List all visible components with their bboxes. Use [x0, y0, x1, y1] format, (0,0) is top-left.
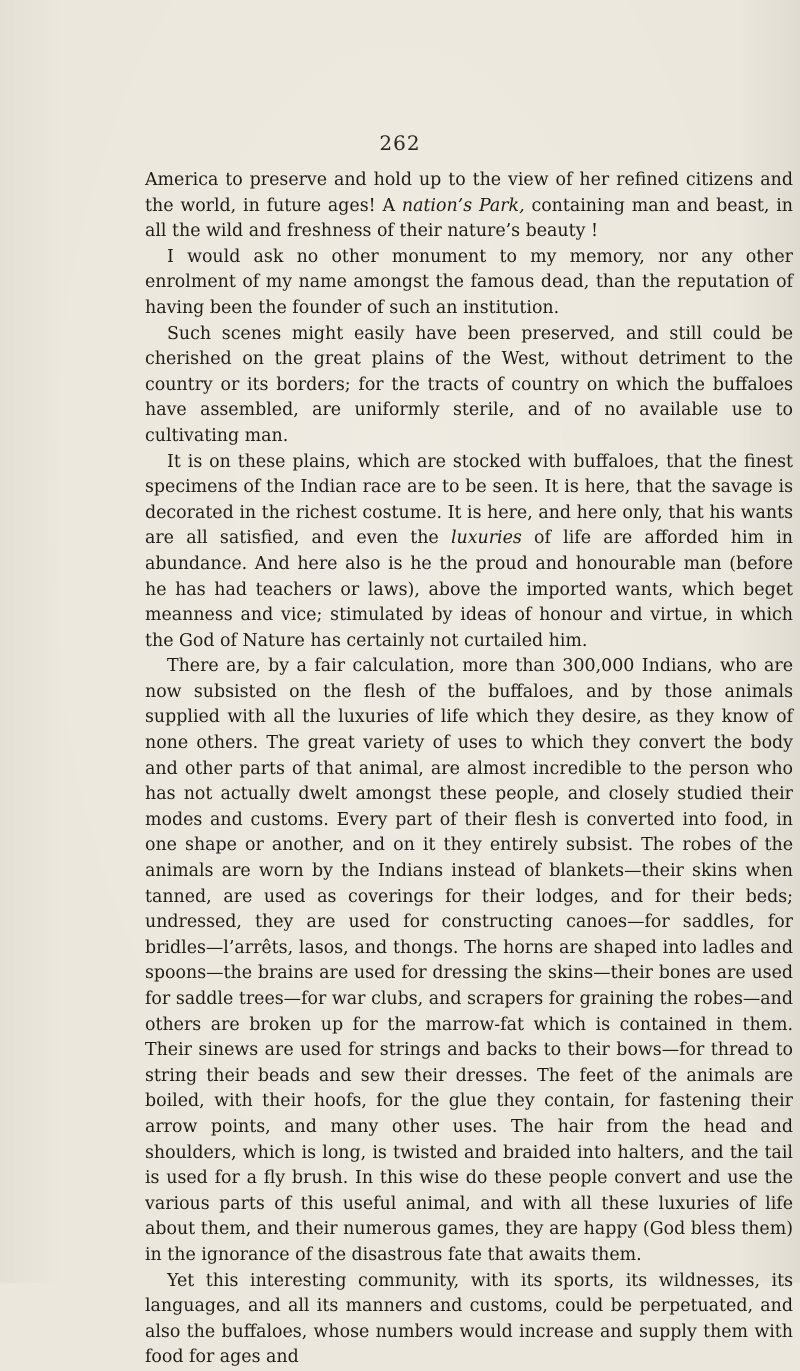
paragraph-1: America to preserve and hold up to the view of her refined citizens and the world, in future ages! A nation’s Park, containing man and beast, in all the wild and freshness of their nature’s beauty ! — [145, 170, 794, 242]
paragraph-3: Such scenes might easily have been preserved, and still could be cherished on the great plains of the West, without detriment to the country or its borders; for the tracts of country on which the buffaloes have assembled, are uniformly sterile, and of no available use to cultivating man. — [145, 323, 793, 446]
body-text — [145, 168, 793, 1371]
paragraph-4: It is on these plains, which are stocked with buffaloes, that the finest specimens of the Indian race are to be seen. It is here, that the savage is decorated in the richest costume. It is here, and here only, that his wants are all satisfied, and even the luxuries of life are afforded him in abundance. And here also is he the proud and honourable man (before he has had teachers or laws), above the imported wants, which beget meanness and vice; stimulated by ideas of honour and virtue, in which the God of Nature has certainly not curtailed him. — [145, 451, 793, 651]
italic-text: nation’s Park, — [401, 195, 525, 216]
paragraph-6: Yet this interesting community, with its sports, its wildnesses, its languages, and all its manners and customs, could be perpetuated, and also the buffaloes, whose numbers would increase and supply them with food for ages and — [145, 1270, 793, 1368]
page-number: 262 — [379, 131, 421, 155]
paragraph-5: There are, by a fair calculation, more than 300,000 Indians, who are now subsisted on the flesh of the buffaloes, and by those animals supplied with all the luxuries of life which they desire, as they know of none others. The great variety of uses to which they convert the body and other parts of that animal, are almost incredible to the person who has not actually dwelt amongst these people, and closely studied their modes and customs. Every part of their flesh is converted into food, in one shape or another, and on it they entirely subsist. The robes of the animals are worn by the Indians instead of blankets—their skins when tanned, are used as coverings for their lodges, and for their beds; undressed, they are used for constructing canoes—for saddles, for bridles—l’arrêts, lasos, and thongs. The horns are shaped into ladles and spoons—the brains are used for dressing the skins—their bones are used for saddle trees—for war clubs, and scrapers for graining the robes—and others are broken up for the marrow-fat which is contained in them. Their sinews are used for strings and backs to their bows—for thread to string their beads and sew their dresses. The feet of the animals are boiled, with their hoofs, for the glue they contain, for fastening their arrow points, and many other uses. The hair from the head and shoulders, which is long, is twisted and braided into halters, and the tail is used for a fly brush. In this wise do these people convert and use the various parts of this useful animal, and with all these luxuries of life about them, and their numerous games, they are happy (God bless them) in the ignorance of the disastrous fate that awaits them. — [145, 656, 793, 1265]
paragraph-2: I would ask no other monument to my memory, nor any other enrolment of my name amongst the famous dead, than the reputation of having been the founder of such an institution. — [145, 246, 793, 318]
italic-text: luxuries — [450, 528, 522, 549]
